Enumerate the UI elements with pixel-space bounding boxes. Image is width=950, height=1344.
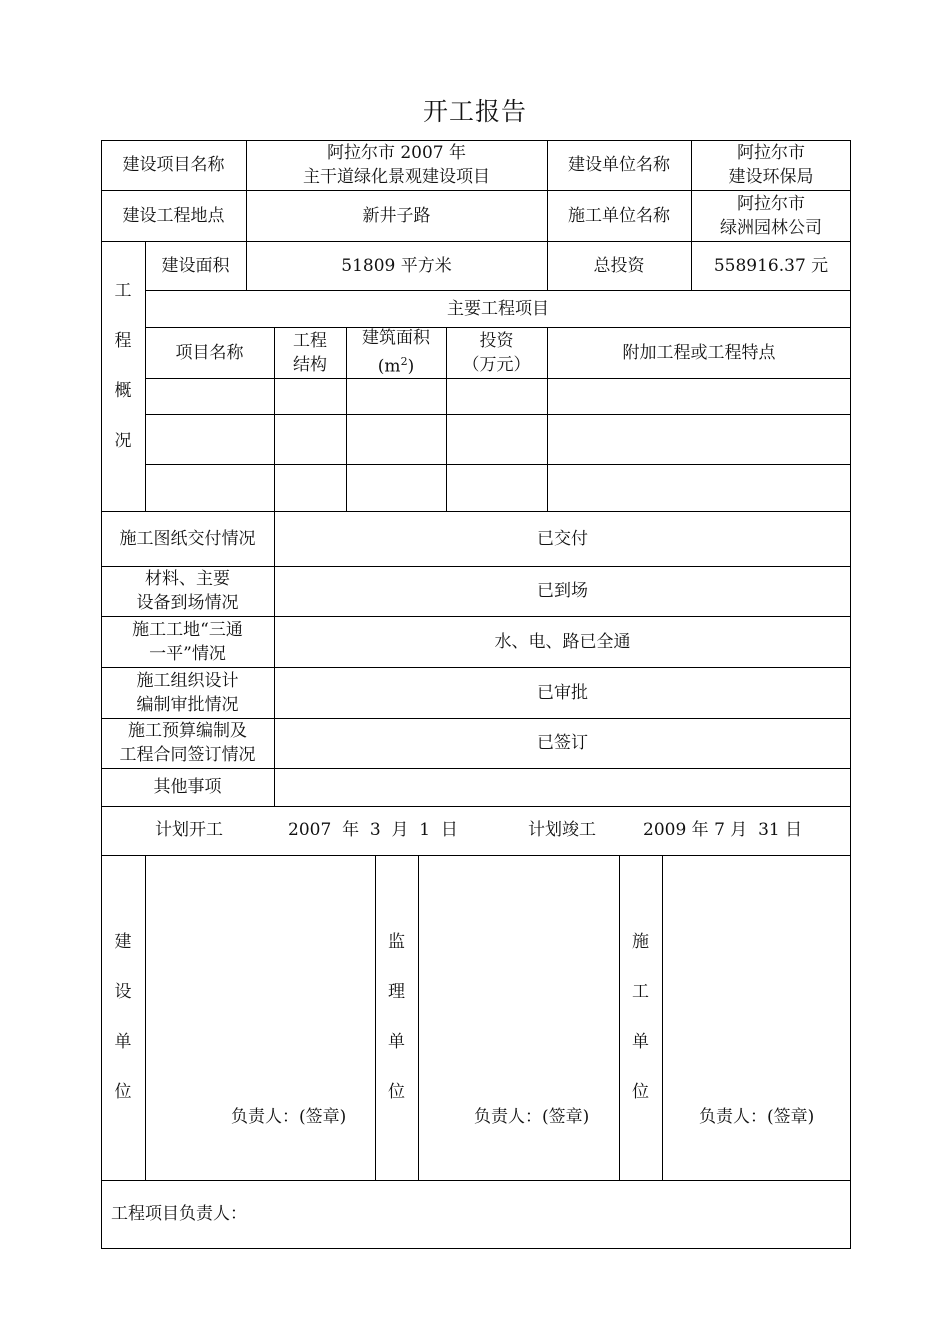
contractor-sign-field: 负责人：(签章) (699, 1107, 815, 1127)
design-value: 已审批 (537, 682, 588, 703)
design-label: 施工组织设计 编制审批情况 (136, 670, 239, 715)
budget-label: 施工预算编制及 工程合同签订情况 (119, 721, 256, 765)
site-label: 建设工程地点 (122, 205, 225, 226)
col-project-name: 项目名称 (175, 342, 244, 363)
other-label: 其他事项 (153, 777, 222, 797)
site-value: 新井子路 (362, 205, 431, 226)
col-investment: 投资 （万元） (462, 330, 531, 375)
project-name-label: 建设项目名称 (122, 155, 225, 175)
contractor-label: 施工单位名称 (568, 205, 670, 226)
report-form (101, 140, 851, 1249)
owner-sign-field: 负责人：(签章) (231, 1107, 347, 1127)
owner-label: 建设单位名称 (568, 155, 670, 175)
area-label: 建设面积 (161, 255, 230, 276)
drawings-value: 已交付 (537, 528, 588, 549)
start-label: 计划开工 (155, 820, 223, 840)
investment-value: 558916.37 元 (713, 255, 829, 276)
end-date: 2009 年 7 月 31 日 (643, 820, 803, 840)
materials-label: 材料、主要 设备到场情况 (136, 569, 239, 613)
site-prep-label: 施工工地“三通 一平”情况 (132, 619, 243, 664)
col-extra-features: 附加工程或工程特点 (622, 342, 776, 363)
contractor-value: 阿拉尔市 绿洲园林公司 (720, 193, 822, 238)
materials-value: 已到场 (537, 581, 588, 601)
page-title: 开工报告 (422, 97, 527, 126)
main-items-header: 主要工程项目 (447, 298, 549, 319)
contractor-sign-side-label: 施 工 单 位 (632, 932, 649, 1102)
owner-value: 阿拉尔市 建设环保局 (728, 143, 814, 187)
project-manager-label: 工程项目负责人： (111, 1204, 247, 1224)
owner-sign-side-label: 建 设 单 位 (114, 932, 132, 1102)
other-value (274, 768, 851, 806)
project-name-value: 阿拉尔市 2007 年 主干道绿化景观建设项目 (303, 143, 490, 187)
site-prep-value: 水、电、路已全通 (494, 631, 631, 652)
overview-side-label: 工 程 概 况 (114, 281, 132, 451)
supervisor-sign-side-label: 监 理 单 位 (388, 932, 405, 1102)
budget-value: 已签订 (537, 733, 588, 753)
start-date: 2007 年 3 月 1 日 (288, 820, 458, 840)
col-building-area: 建筑面积 $(m^2)$ (362, 328, 430, 377)
investment-label: 总投资 (593, 255, 645, 276)
end-label: 计划竣工 (528, 820, 596, 840)
area-value: 51809 平方米 (341, 255, 452, 276)
col-structure: 工程 结构 (293, 330, 327, 375)
supervisor-sign-field: 负责人：(签章) (474, 1107, 590, 1127)
drawings-label: 施工图纸交付情况 (119, 528, 256, 549)
